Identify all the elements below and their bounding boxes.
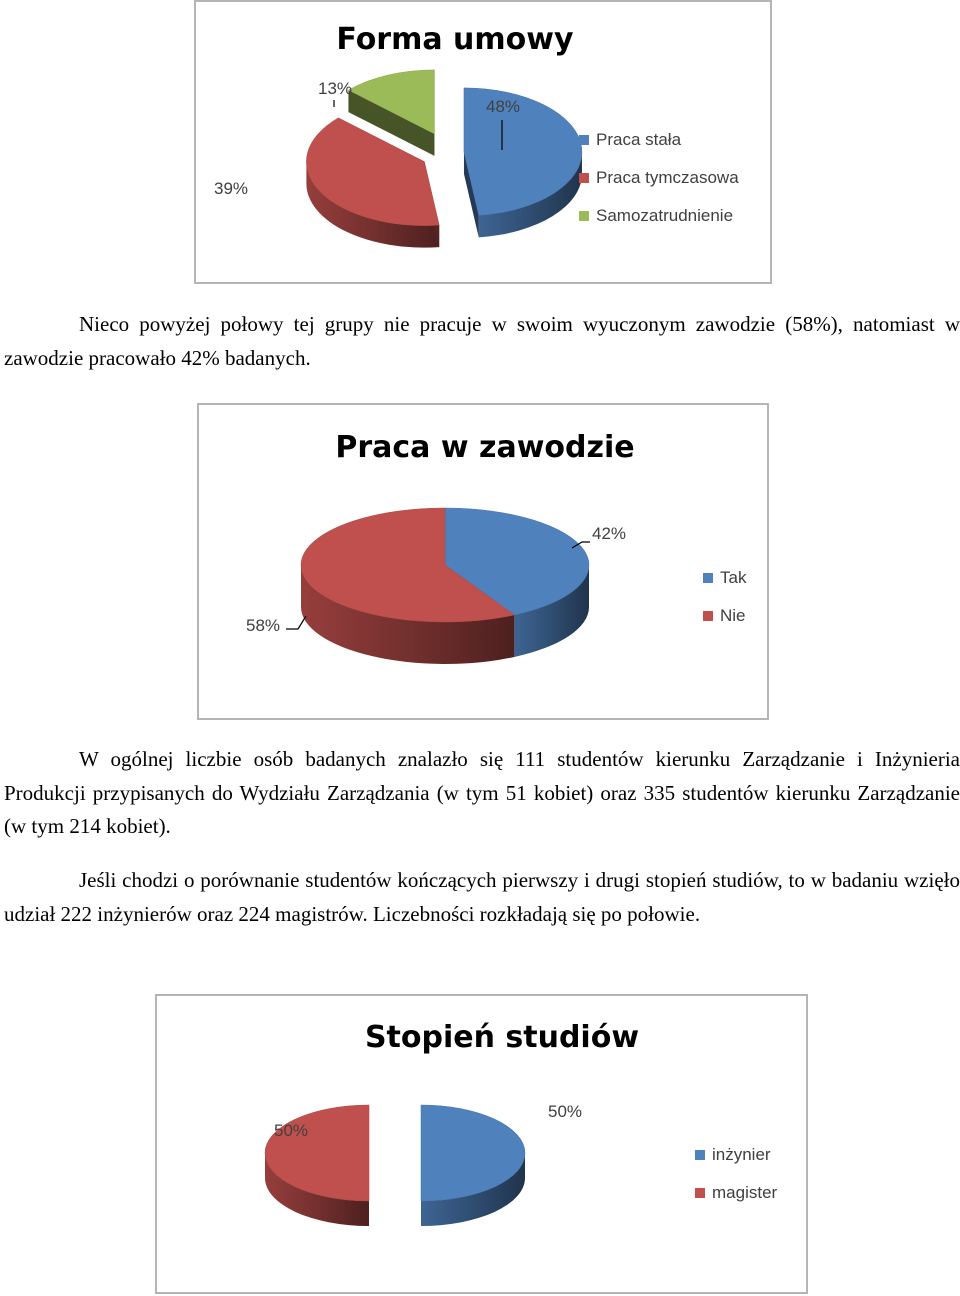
legend-label: Nie bbox=[720, 606, 746, 625]
legend-swatch bbox=[579, 173, 589, 183]
legend-swatch bbox=[703, 573, 713, 583]
chart3-pie bbox=[265, 1102, 582, 1226]
paragraph-1: Nieco powyżej połowy tej grupy nie pracuje w swoim wyuczonym zawodzie (58%), natomiast w zawodzie pracowało 42% badanych. bbox=[4, 312, 960, 370]
chart-praca-w-zawodzie bbox=[197, 403, 769, 720]
legend-label: Praca stała bbox=[596, 130, 682, 149]
chart3-svg bbox=[157, 996, 810, 1296]
legend-label: Praca tymczasowa bbox=[596, 168, 739, 187]
paragraph-2: W ogólnej liczbie osób badanych znalazło się 111 studentów kierunku Zarządzanie i Inżynieria Produkcji przypisanych do Wydziału Zarządzania (w tym 51 kobiet) oraz 335 studentów kierunku Zarządzanie (w tym 214 kobiet). bbox=[4, 747, 960, 838]
data-label: 48% bbox=[486, 97, 521, 116]
chart-stopien-studiow bbox=[155, 994, 808, 1294]
chart2-legend bbox=[703, 568, 747, 625]
paragraph-3: Jeśli chodzi o porównanie studentów kończących pierwszy i drugi stopień studiów, to w badaniu wzięło udział 222 inżynierów oraz 224 magistrów. Liczebności rozkładają się po połowie. bbox=[4, 868, 960, 926]
legend-label: Samozatrudnienie bbox=[596, 206, 734, 225]
legend-swatch bbox=[579, 211, 589, 221]
data-label: 42% bbox=[592, 524, 627, 543]
data-label: 50% bbox=[548, 1102, 583, 1121]
legend-swatch bbox=[579, 135, 589, 145]
chart1-legend bbox=[579, 130, 739, 225]
chart-title: Praca w zawodzie bbox=[335, 430, 635, 465]
legend-label: magister bbox=[712, 1183, 778, 1202]
chart-title: Forma umowy bbox=[336, 22, 574, 57]
legend-label: Tak bbox=[720, 568, 747, 587]
legend-label: inżynier bbox=[712, 1145, 771, 1164]
chart2-svg bbox=[199, 405, 771, 722]
data-label: 39% bbox=[214, 179, 249, 198]
chart1-svg bbox=[196, 2, 774, 286]
data-label: 58% bbox=[246, 616, 281, 635]
legend-swatch bbox=[695, 1150, 705, 1160]
data-label: 13% bbox=[318, 79, 353, 98]
chart1-pie bbox=[214, 70, 582, 248]
chart2-pie bbox=[246, 508, 626, 664]
chart3-legend bbox=[695, 1145, 778, 1202]
chart-title: Stopień studiów bbox=[364, 1020, 640, 1055]
legend-swatch bbox=[695, 1188, 705, 1198]
data-label: 50% bbox=[274, 1121, 309, 1140]
legend-swatch bbox=[703, 611, 713, 621]
leader-line bbox=[286, 616, 306, 629]
chart-forma-umowy bbox=[194, 0, 772, 284]
